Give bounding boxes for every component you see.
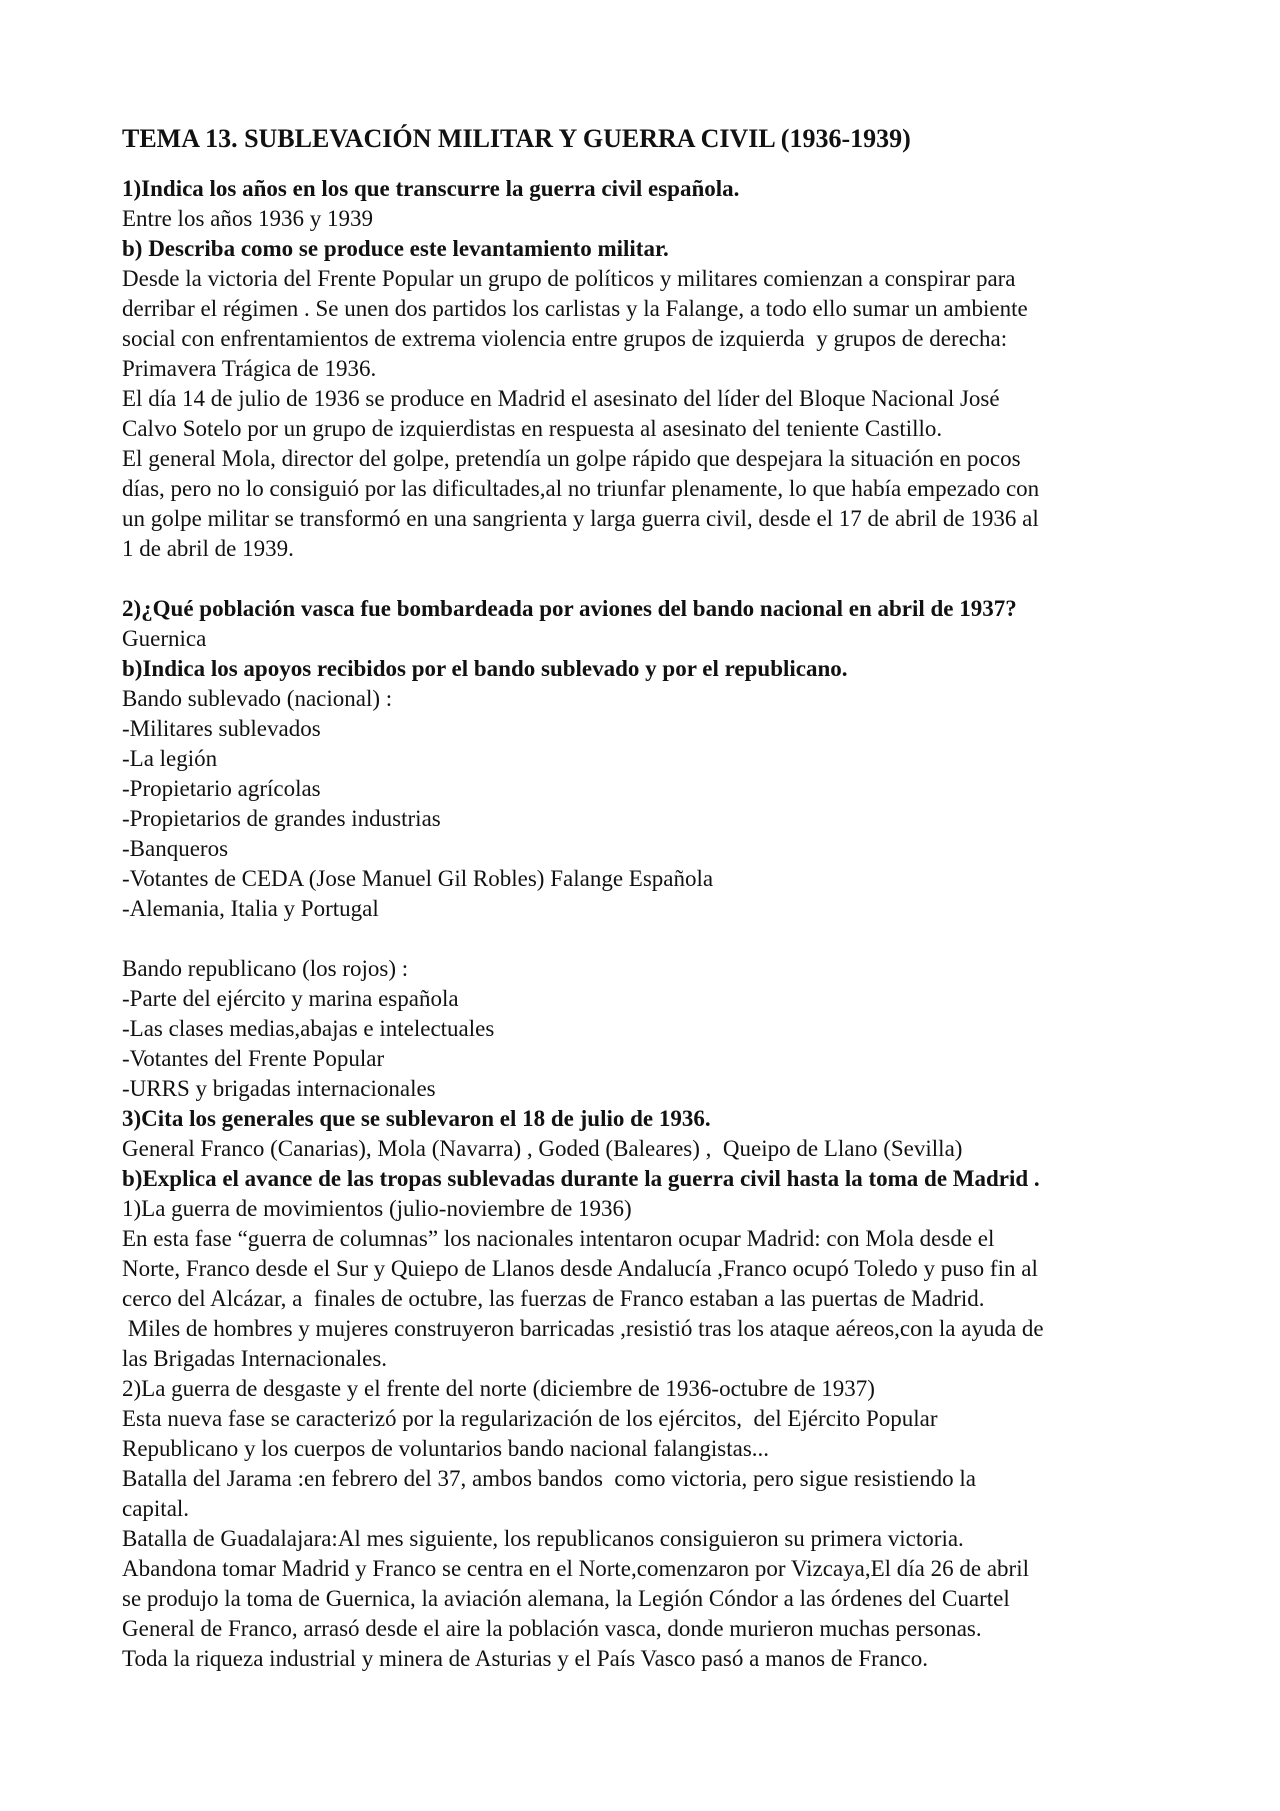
list-item: -Banqueros	[122, 836, 229, 861]
list-item: -Propietario agrícolas	[122, 776, 321, 801]
document-page	[122, 122, 1182, 1674]
document-title: TEMA 13. SUBLEVACIÓN MILITAR Y GUERRA CIVIL (1936-1939)	[122, 124, 911, 153]
list-item: -Propietarios de grandes industrias	[122, 806, 441, 831]
nacional-heading: Bando sublevado (nacional) :	[122, 686, 393, 711]
list-item: -La legión	[122, 746, 218, 771]
answer-1b-line: Primavera Trágica de 1936.	[122, 356, 377, 381]
answer-1b-line: derribar el régimen . Se unen dos partidos los carlistas y la Falange, a todo ello sumar un ambiente	[122, 296, 1028, 321]
answer-1b-line: días, pero no lo consiguió por las dificultades,al no triunfar plenamente, lo que había empezado con	[122, 476, 1040, 501]
question-2: 2)¿Qué población vasca fue bombardeada por aviones del bando nacional en abril de 1937?	[122, 596, 1017, 621]
answer-1: Entre los años 1936 y 1939	[122, 206, 374, 231]
answer-3b-line: las Brigadas Internacionales.	[122, 1346, 388, 1371]
answer-3b-line: 1)La guerra de movimientos (julio-noviembre de 1936)	[122, 1196, 632, 1221]
list-item: -Alemania, Italia y Portugal	[122, 896, 379, 921]
list-item: -Las clases medias,abajas e intelectuales	[122, 1016, 495, 1041]
spacer	[122, 564, 1182, 594]
list-item: -Votantes de CEDA (Jose Manuel Gil Robles) Falange Española	[122, 866, 714, 891]
republicano-heading: Bando republicano (los rojos) :	[122, 956, 409, 981]
spacer	[122, 924, 1182, 954]
answer-1b-line: un golpe militar se transformó en una sangrienta y larga guerra civil, desde el 17 de abril de 1936 al	[122, 506, 1039, 531]
question-1b: b) Describa como se produce este levantamiento militar.	[122, 236, 669, 261]
answer-1b-line: 1 de abril de 1939.	[122, 536, 294, 561]
answer-3b-line: General de Franco, arrasó desde el aire la población vasca, donde murieron muchas personas.	[122, 1616, 982, 1641]
question-2b: b)Indica los apoyos recibidos por el bando sublevado y por el republicano.	[122, 656, 848, 681]
answer-2: Guernica	[122, 626, 207, 651]
answer-3b-line: Batalla de Guadalajara:Al mes siguiente, los republicanos consiguieron su primera victoria.	[122, 1526, 964, 1551]
answer-1b-line: social con enfrentamientos de extrema violencia entre grupos de izquierda y grupos de derecha:	[122, 326, 1008, 351]
answer-3b-line: 2)La guerra de desgaste y el frente del norte (diciembre de 1936-octubre de 1937)	[122, 1376, 875, 1401]
answer-1b-line: El día 14 de julio de 1936 se produce en Madrid el asesinato del líder del Bloque Nacional José	[122, 386, 1000, 411]
answer-3b-line: En esta fase “guerra de columnas” los nacionales intentaron ocupar Madrid: con Mola desde el	[122, 1226, 995, 1251]
answer-3b-line: capital.	[122, 1496, 190, 1521]
answer-3b-line: Toda la riqueza industrial y minera de Asturias y el País Vasco pasó a manos de Franco.	[122, 1646, 928, 1671]
list-item: -URRS y brigadas internacionales	[122, 1076, 436, 1101]
list-item: -Votantes del Frente Popular	[122, 1046, 385, 1071]
answer-3b-line: Batalla del Jarama :en febrero del 37, ambos bandos como victoria, pero sigue resistiendo la	[122, 1466, 976, 1491]
answer-3: General Franco (Canarias), Mola (Navarra) , Goded (Baleares) , Queipo de Llano (Sevilla)	[122, 1136, 963, 1161]
answer-3b-line: Abandona tomar Madrid y Franco se centra en el Norte,comenzaron por Vizcaya,El día 26 de abril	[122, 1556, 1029, 1581]
question-3: 3)Cita los generales que se sublevaron el 18 de julio de 1936.	[122, 1106, 711, 1131]
question-3b: b)Explica el avance de las tropas sublevadas durante la guerra civil hasta la toma de Madrid .	[122, 1166, 1040, 1191]
answer-3b-line: Miles de hombres y mujeres construyeron barricadas ,resistió tras los ataque aéreos,con la ayuda de	[122, 1316, 1044, 1341]
answer-3b-line: Republicano y los cuerpos de voluntarios bando nacional falangistas...	[122, 1436, 770, 1461]
answer-1b-line: Desde la victoria del Frente Popular un grupo de políticos y militares comienzan a conspirar para	[122, 266, 1016, 291]
answer-3b-line: cerco del Alcázar, a finales de octubre, las fuerzas de Franco estaban a las puertas de Madrid.	[122, 1286, 985, 1311]
answer-3b-line: se produjo la toma de Guernica, la aviación alemana, la Legión Cóndor a las órdenes del Cuartel	[122, 1586, 1010, 1611]
answer-1b-line: Calvo Sotelo por un grupo de izquierdistas en respuesta al asesinato del teniente Castillo.	[122, 416, 943, 441]
list-item: -Militares sublevados	[122, 716, 321, 741]
question-1: 1)Indica los años en los que transcurre la guerra civil española.	[122, 176, 740, 201]
answer-3b-line: Norte, Franco desde el Sur y Quiepo de Llanos desde Andalucía ,Franco ocupó Toledo y puso fin al	[122, 1256, 1038, 1281]
list-item: -Parte del ejército y marina española	[122, 986, 459, 1011]
answer-1b-line: El general Mola, director del golpe, pretendía un golpe rápido que despejara la situación en pocos	[122, 446, 1021, 471]
answer-3b-line: Esta nueva fase se caracterizó por la regularización de los ejércitos, del Ejército Popular	[122, 1406, 938, 1431]
